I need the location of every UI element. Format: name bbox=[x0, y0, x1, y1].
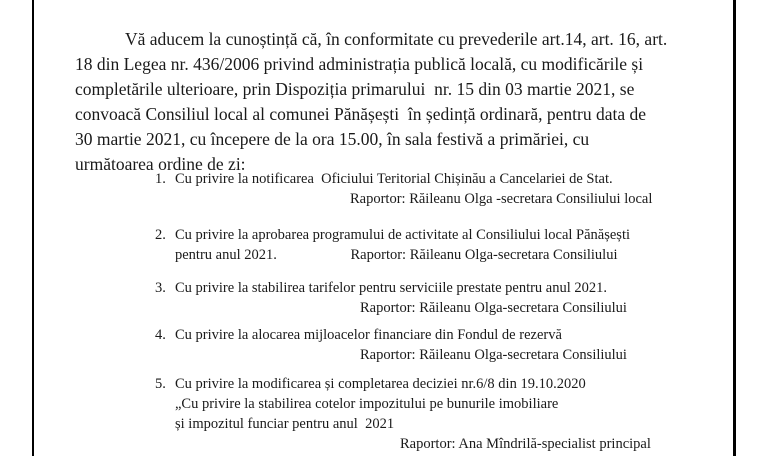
agenda-item-number: 3. bbox=[155, 280, 166, 296]
agenda-item-number: 4. bbox=[155, 327, 166, 343]
raportor-line: Raportor: Răileanu Olga-secretara Consiliului bbox=[360, 300, 627, 316]
raportor-line: Raportor: Răileanu Olga-secretara Consiliului bbox=[350, 247, 618, 263]
raportor-line: Raportor: Ana Mîndrilă-specialist principal bbox=[400, 436, 651, 452]
agenda-item-text: Cu privire la stabilirea tarifelor pentru serviciile prestate pentru anul 2021. bbox=[175, 280, 608, 296]
agenda-item bbox=[155, 325, 740, 365]
intro-line: următoarea ordine de zi: bbox=[75, 154, 246, 174]
raportor-line: Raportor: Răileanu Olga-secretara Consiliului bbox=[360, 347, 627, 363]
agenda-item-text: Cu privire la modificarea și completarea deciziei nr.6/8 din 19.10.2020 bbox=[175, 376, 586, 392]
intro-line: completările ulterioare, prin Dispoziția primarului nr. 15 din 03 martie 2021, se bbox=[75, 79, 635, 99]
agenda-list bbox=[155, 169, 740, 454]
raportor-line: Raportor: Răileanu Olga -secretara Consiliului local bbox=[350, 191, 653, 207]
agenda-item-text: Cu privire la notificarea Oficiului Teritorial Chișinău a Cancelariei de Stat. bbox=[175, 171, 613, 187]
agenda-item-continuation: și impozitul funciar pentru anul 2021 bbox=[175, 416, 395, 432]
agenda-item bbox=[155, 374, 740, 454]
intro-line: Vă aducem la cunoștință că, în conformitate cu prevederile art.14, art. 16, art. bbox=[125, 29, 668, 49]
agenda-item-continuation-row bbox=[175, 245, 740, 265]
left-page-edge-line bbox=[32, 0, 34, 456]
agenda-item-continuation: pentru anul 2021. bbox=[175, 247, 277, 263]
intro-line: 30 martie 2021, cu începere de la ora 15.00, în sala festivă a primăriei, cu bbox=[75, 129, 590, 149]
agenda-item-number: 2. bbox=[155, 227, 166, 243]
intro-line: convoacă Consiliul local al comunei Pănășești în ședință ordinară, pentru data de bbox=[75, 104, 647, 124]
agenda-item bbox=[155, 169, 740, 209]
agenda-item-number: 5. bbox=[155, 376, 166, 392]
agenda-item-number: 1. bbox=[155, 171, 166, 187]
agenda-item-text: Cu privire la aprobarea programului de activitate al Consiliului local Pănășești bbox=[175, 227, 631, 243]
intro-line: 18 din Legea nr. 436/2006 privind administrația publică locală, cu modificările și bbox=[75, 54, 644, 74]
agenda-item-text: Cu privire la alocarea mijloacelor financiare din Fondul de rezervă bbox=[175, 327, 562, 343]
agenda-item-continuation: „Cu privire la stabilirea cotelor impozitului pe bunurile imobiliare bbox=[175, 396, 559, 412]
agenda-item bbox=[155, 225, 740, 265]
agenda-item bbox=[155, 278, 740, 318]
intro-paragraph bbox=[75, 27, 735, 177]
